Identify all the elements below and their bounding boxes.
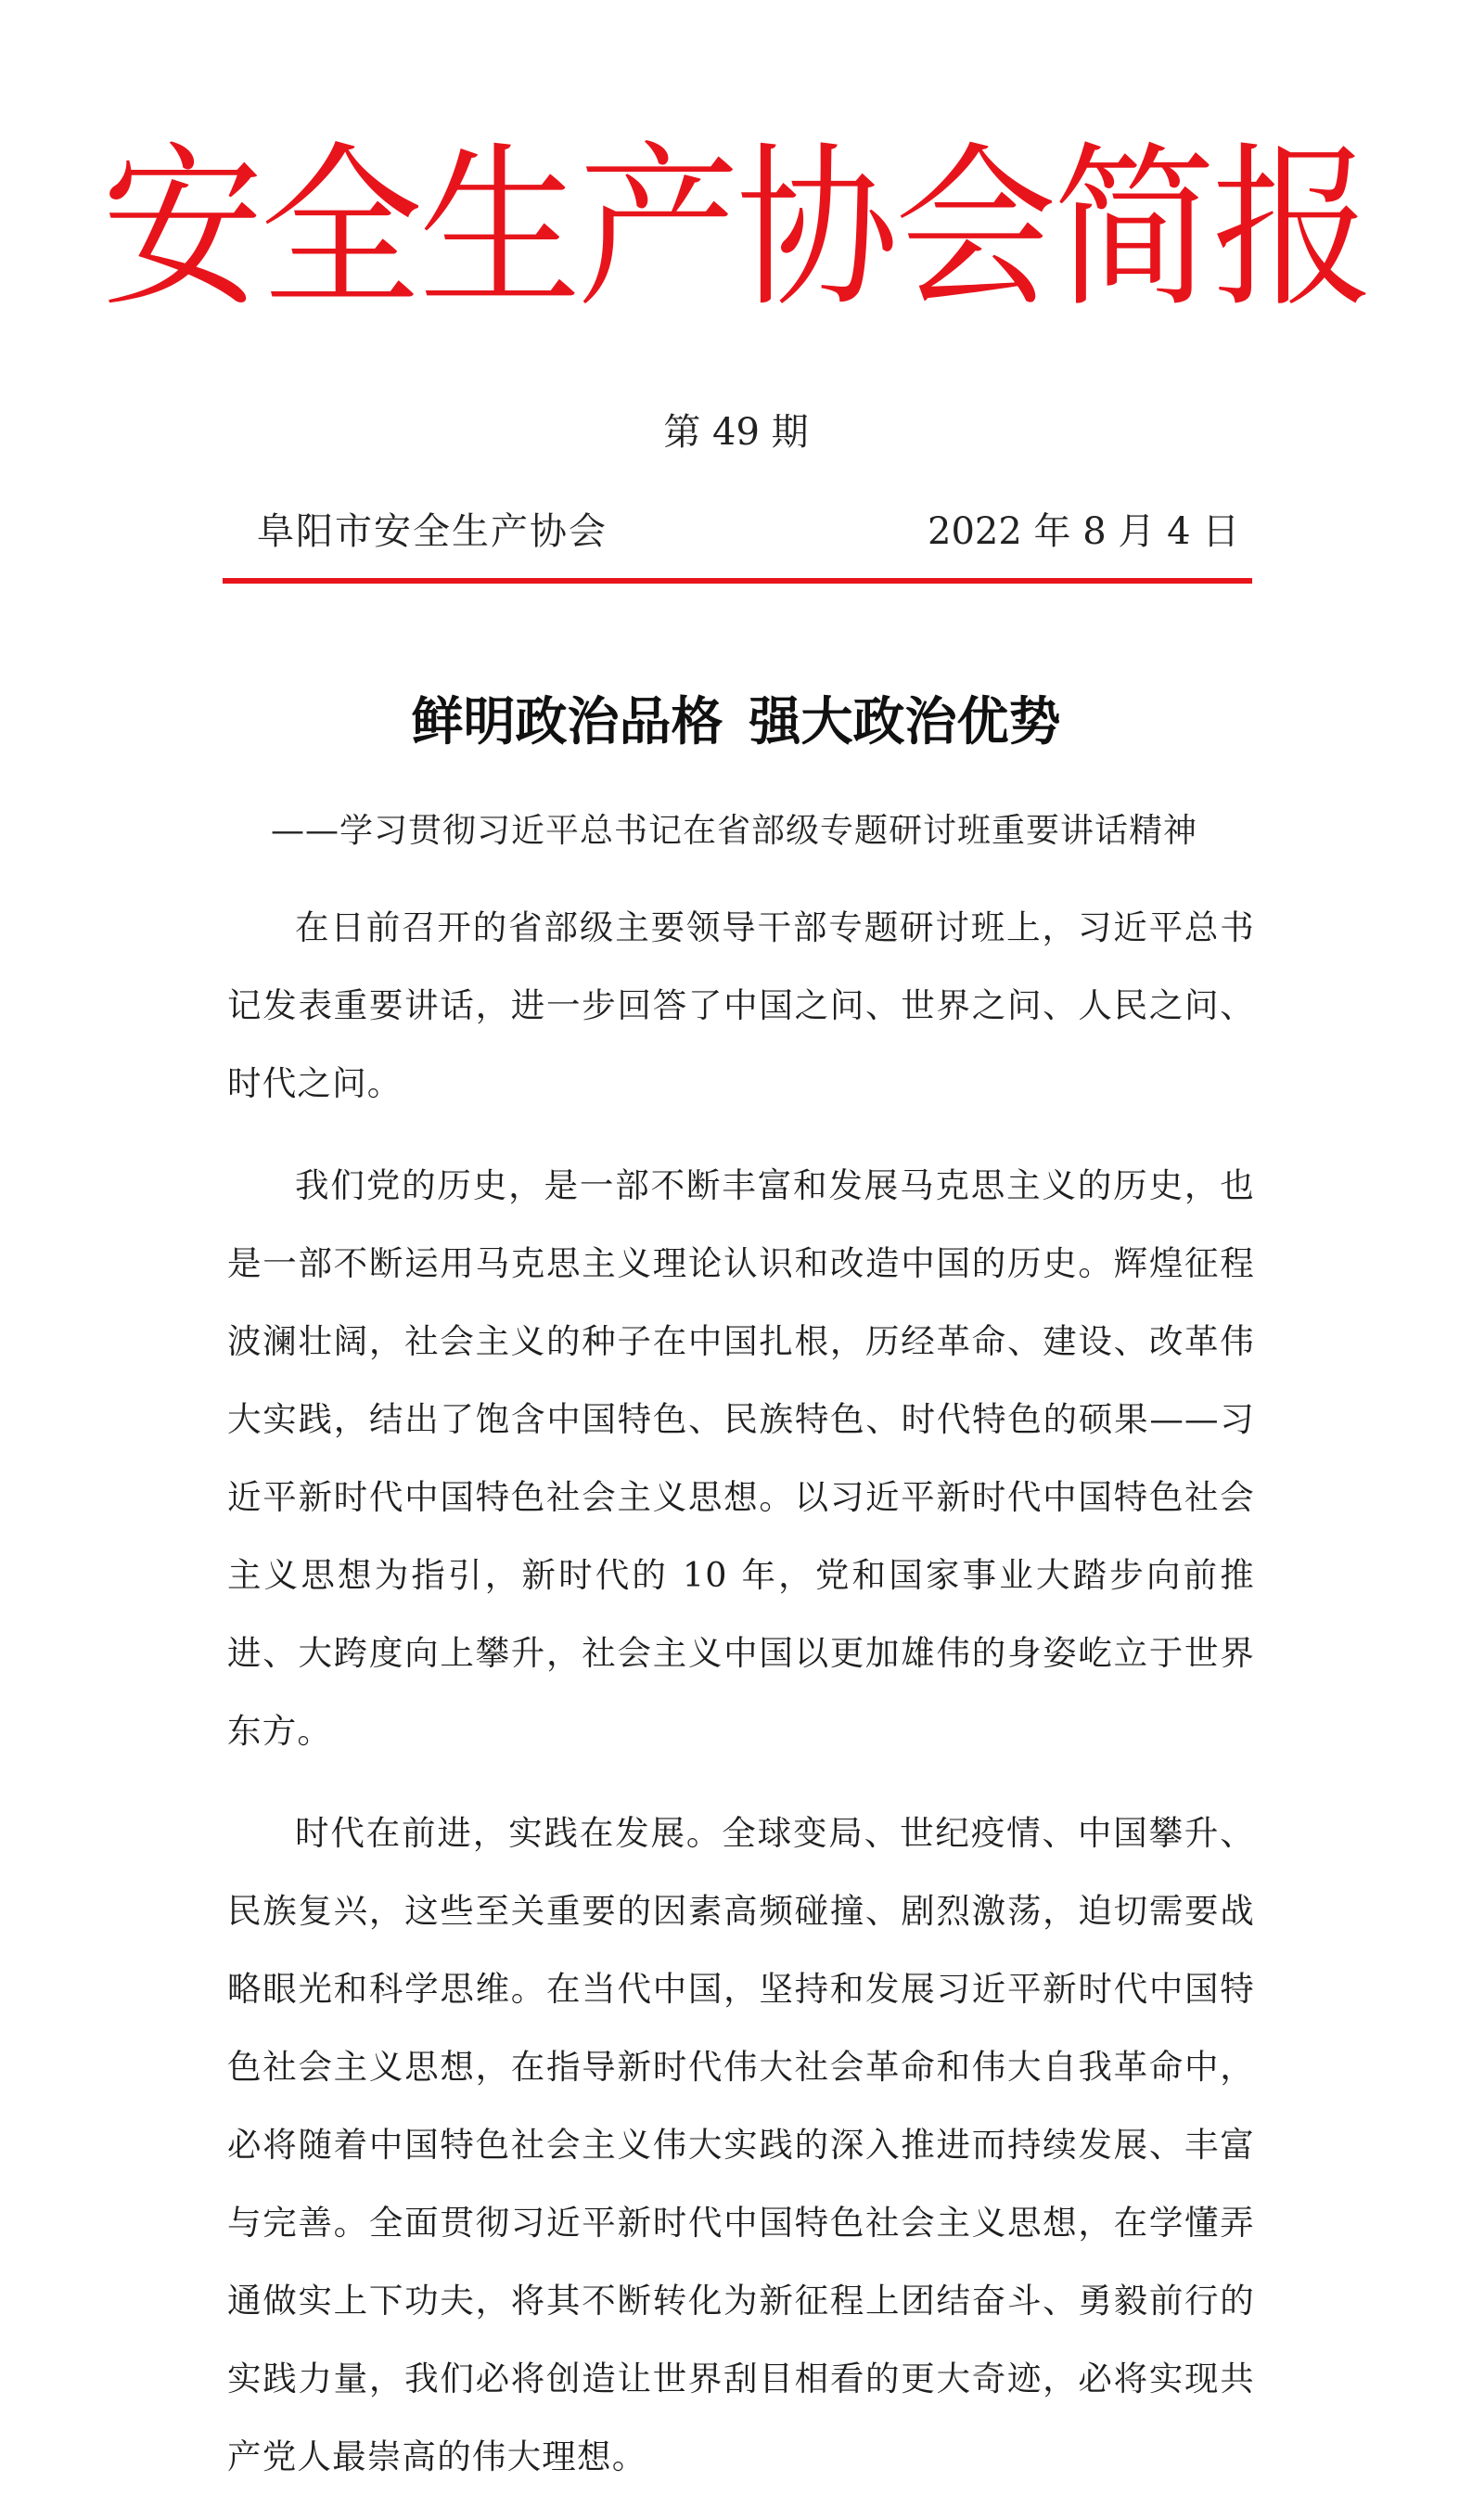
- paragraph: 我们党的历史，是一部不断丰富和发展马克思主义的历史，也是一部不断运用马克思主义理论认识和改造中国的历史。辉煌征程波澜壮阔，社会主义的种子在中国扎根，历经革命、建设、改革伟大实践，结出了饱含中国特色、民族特色、时代特色的硕果——习近平新时代中国特色社会主义思想。以习近平新时代中国特色社会主义思想为指引，新时代的 10 年，党和国家事业大踏步向前推进、大跨度向上攀升，社会主义中国以更加雄伟的身姿屹立于世界东方。: [227, 1165, 1255, 1751]
- article-title-part1: 鲜明政治品格: [411, 691, 723, 752]
- header-divider: [223, 578, 1252, 584]
- publication-date: 2022 年 8 月 4 日: [928, 510, 1240, 553]
- article-subtitle: ——学习贯彻习近平总书记在省部级专题研讨班重要讲话精神: [271, 812, 1198, 850]
- paragraph: 时代在前进，实践在发展。全球变局、世纪疫情、中国攀升、民族复兴，这些至关重要的因素高频碰撞、剧烈激荡，迫切需要战略眼光和科学思维。在当代中国，坚持和发展习近平新时代中国特色社会主义思想，在指导新时代伟大社会革命和伟大自我革命中，必将随着中国特色社会主义伟大实践的深入推进而持续发展、丰富与完善。全面贯彻习近平新时代中国特色社会主义思想，在学懂弄通做实上下功夫，将其不断转化为新征程上团结奋斗、勇毅前行的实践力量，我们必将创造让世界刮目相看的更大奇迹，必将实现共产党人最崇高的伟大理想。: [227, 1813, 1255, 2476]
- article-title: [0, 687, 1472, 757]
- masthead-title: 安全生产协会简报: [101, 127, 1371, 332]
- article-title-part2: 强大政治优势: [749, 691, 1061, 752]
- issue-number: 第 49 期: [663, 411, 809, 454]
- paragraph: 在日前召开的省部级主要领导干部专题研讨班上，习近平总书记发表重要讲话，进一步回答了中国之问、世界之问、人民之问、时代之问。: [227, 907, 1255, 1103]
- publisher-organization: 阜阳市安全生产协会: [257, 510, 608, 553]
- article-body: [227, 889, 1255, 2520]
